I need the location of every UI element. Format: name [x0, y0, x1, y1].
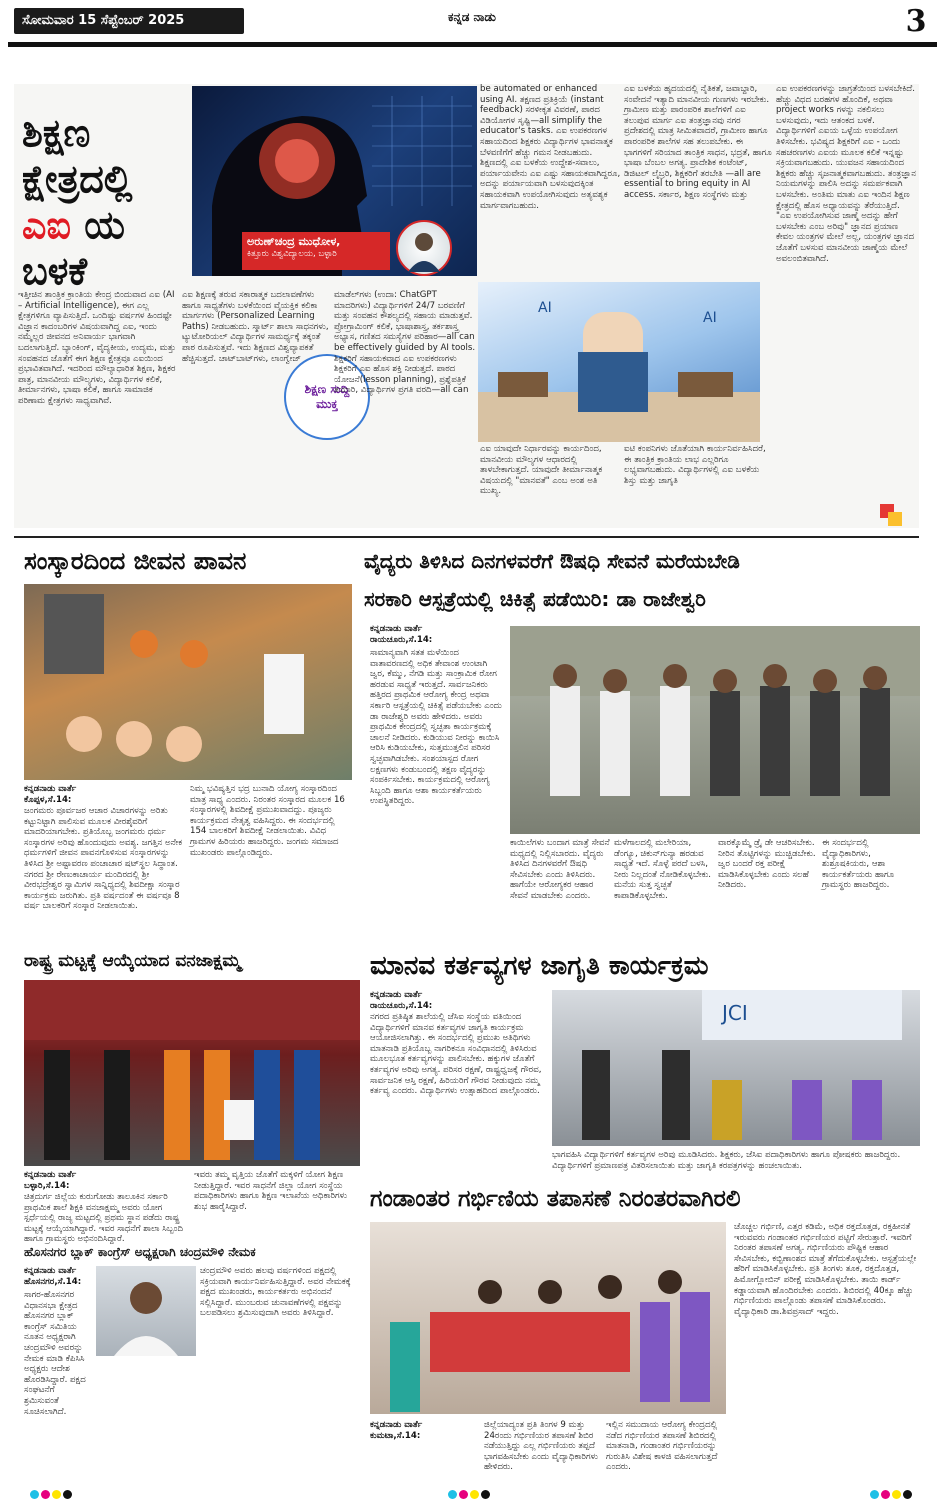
classroom-ai-image: [478, 282, 760, 442]
newspaper-name: ಕನ್ನಡ ನಾಡು: [448, 10, 496, 24]
story2-col-1: ಸಾಮಾನ್ಯವಾಗಿ ಸತತ ಮಳೆಯಿಂದ ವಾತಾವರಣದಲ್ಲಿ ಅಧಿಕ ತೇವಾಂಶ ಉಂಟಾಗಿ ಜ್ವರ, ಕೆಮ್ಮು, ನೆಗಡಿ ಮತ್ತು ಸಾಂಕ್ರಾಮಿಕ ರೋಗ ಹರಡುವ ಸಾಧ್ಯತೆ ಇರುತ್ತದೆ. ಸಾರ್ವಜನಿಕರು ಹತ್ತಿರದ ಪ್ರಾಥಮಿಕ ಆರೋಗ್ಯ ಕೇಂದ್ರ ಅಥವಾ ಸರ್ಕಾರಿ ಆಸ್ಪತ್ರೆಯಲ್ಲಿ ಚಿಕಿತ್ಸೆ ಪಡೆಯಬೇಕು ಎಂದು ಡಾ ರಾಜೇಶ್ವರಿ ಅವರು ಹೇಳಿದರು. ಅವರು ಪ್ರಾಥಮಿಕ ಕೇಂದ್ರದಲ್ಲಿ ಸ್ವಚ್ಛತಾ ಕಾರ್ಯಕ್ರಮಕ್ಕೆ ಚಾಲನೆ ನೀಡಿದರು. ಕುಡಿಯುವ ನೀರನ್ನು ಕಾಯಿಸಿ ಆರಿಸಿ ಕುಡಿಯಬೇಕು, ಸುತ್ತಮುತ್ತಲಿನ ಪರಿಸರ ಸ್ವಚ್ಛವಾಗಿಡಬೇಕು. ಸಂಶಯಾಸ್ಪದ ರೋಗ ಲಕ್ಷಣಗಳು ಕಂಡುಬಂದಲ್ಲಿ ತಕ್ಷಣ ವೈದ್ಯರನ್ನು ಸಂಪರ್ಕಿಸಬೇಕು. ಕಾರ್ಯಕ್ರಮದಲ್ಲಿ ಆರೋಗ್ಯ ಸಿಬ್ಬಂದಿ ಹಾಗೂ ಆಶಾ ಕಾರ್ಯಕರ್ತೆಯರು ಉಪಸ್ಥಿತರಿದ್ದರು.: [370, 648, 502, 807]
feature-article: [14, 84, 919, 528]
svg-text:AI: AI: [538, 300, 552, 316]
feature-col-5: ಎಐ ಬಳಕೆಯ ಹೃದಯದಲ್ಲಿ ನೈತಿಕತೆ, ಜವಾಬ್ದಾರಿ, ಸಂವೇದನೆ ಇತ್ಯಾದಿ ಮಾನವೀಯ ಗುಣಗಳು ಇರಬೇಕು. ಗ್ರಾಮೀಣ ಮತ್ತು ಪಾರಂಪರಿಕ ಶಾಲೆಗಳಿಗೆ ಎಐ ತಲುಪುವ ಮಾರ್ಗ ಎಐ ತಂತ್ರಜ್ಞಾನವು ನಗರ ಪ್ರದೇಶದಲ್ಲಿ ಮಾತ್ರ ಸೀಮಿತವಾದರೆ, ಗ್ರಾಮೀಣ ಹಾಗೂ ಪಾರಂಪರಿಕ ಶಾಲೆಗಳ ಸಹ ತಲುಪಬೇಕು. ಈ ಭಾಗಗಳಿಗೆ ಸರಿಯಾದ ತಾಂತ್ರಿಕ ಸಾಧನ, ಭದ್ರತೆ, ಹಾಗೂ ಭಾಷಾ ಬೆಂಬಲ ಅಗತ್ಯ. ಪ್ರಾದೇಶಿಕ ಕಂಟೆಂಟ್, ಡಿಜಿಟಲ್ ಲೈಬ್ರರಿ, ಶಿಕ್ಷಕರಿಗೆ ತರಬೇತಿ —all are essential to bring equity in AI access. ಸರ್ಕಾರ, ಶಿಕ್ಷಣ ಸಂಸ್ಥೆಗಳು ಮತ್ತು: [624, 84, 772, 200]
story2-caption-col-1: ಕಾಯಿಲೆಗಳು ಬಂದಾಗ ಮಾತ್ರೆ ಸೇವನೆ ಮಧ್ಯದಲ್ಲಿ ನಿಲ್ಲಿಸಬಾರದು. ವೈದ್ಯರು ತಿಳಿಸಿದ ದಿನಗಳವರೆಗೆ ಔಷಧಿ ಸೇವಿಸಬೇಕು ಎಂದು ತಿಳಿಸಿದರು. ಹಾಗೆಯೇ ಆರೋಗ್ಯಕರ ಆಹಾರ ಸೇವನೆ ಮಾಡಬೇಕು ಎಂದರು.: [510, 838, 610, 901]
author-box: [242, 232, 390, 270]
svg-text:JCI: JCI: [722, 1001, 748, 1025]
story2-title-line1: ವೈದ್ಯರು ತಿಳಿಸಿದ ದಿನಗಳವರೆಗೆ ಔಷಧಿ ಸೇವನೆ ಮರೆಯಬೇಡಿ: [364, 549, 740, 573]
story6-col-2: ಇಲ್ಲಿನ ಸಮುದಾಯ ಆರೋಗ್ಯ ಕೇಂದ್ರದಲ್ಲಿ ನಡೆದ ಗರ್ಭಿಣಿಯರ ತಪಾಸಣೆ ಶಿಬಿರದಲ್ಲಿ ಮಾತನಾಡಿ, ಗಂಡಾಂತರ ಗರ್ಭಿಣಿಯರನ್ನು ಗುರುತಿಸಿ ವಿಶೇಷ ಕಾಳಜಿ ವಹಿಸಲಾಗುತ್ತದೆ ಎಂದರು.: [606, 1420, 718, 1473]
story2-byline: ಕನ್ನಡನಾಡು ವಾರ್ತೆ ರಾಯಚೂರು,ಸೆ.14:: [370, 624, 433, 645]
story2-hospital-photo: [510, 626, 920, 834]
svg-text:AI: AI: [703, 310, 717, 326]
headline-line-4: ಬಳಕೆ: [22, 248, 87, 293]
story3-event-photo: [552, 990, 920, 1146]
headline-line-2: ಕ್ಷೇತ್ರದಲ್ಲಿ: [22, 156, 133, 201]
headline-line-1: ಶಿಕ್ಷಣ: [22, 110, 91, 155]
story4-col-1: ಚಿತ್ರದುರ್ಗ ಜಿಲ್ಲೆಯ ಕುರುಗೋಡು ತಾಲೂಕಿನ ಸರ್ಕಾರಿ ಪ್ರಾಥಮಿಕ ಶಾಲೆ ಶಿಕ್ಷಕಿ ವನಜಾಕ್ಷಮ್ಮ ಅವರು ಯೋಗ ಸ್ಪರ್ಧೆಯಲ್ಲಿ ರಾಜ್ಯ ಮಟ್ಟದಲ್ಲಿ ಪ್ರಥಮ ಸ್ಥಾನ ಪಡೆದು ರಾಷ್ಟ್ರ ಮಟ್ಟಕ್ಕೆ ಆಯ್ಕೆಯಾಗಿದ್ದಾರೆ. ಇವರ ಸಾಧನೆಗೆ ಶಾಲಾ ಸಿಬ್ಬಂದಿ ಹಾಗೂ ಗ್ರಾಮಸ್ಥರು ಅಭಿನಂದಿಸಿದ್ದಾರೆ.: [24, 1192, 184, 1245]
story5-col-1: ಸಾಗರ-ಹೊಸನಗರ ವಿಧಾನಸಭಾ ಕ್ಷೇತ್ರದ ಹೊಸನಗರ ಬ್ಲಾಕ್ ಕಾಂಗ್ರೆಸ್ ಸಮಿತಿಯ ನೂತನ ಅಧ್ಯಕ್ಷರಾಗಿ ಚಂದ್ರಮೌಳಿ ಅವರನ್ನು ನೇಮಕ ಮಾಡಿ ಕೆಪಿಸಿಸಿ ಅಧ್ಯಕ್ಷರು ಆದೇಶ ಹೊರಡಿಸಿದ್ದಾರೆ. ಪಕ್ಷದ ಸಂಘಟನೆಗೆ ಶ್ರಮಿಸುವಂತೆ ಸೂಚಿಸಲಾಗಿದೆ.: [24, 1290, 86, 1417]
story2-caption-col-3: ವಾರಕ್ಕೊಮ್ಮೆ ಡ್ರೈ ಡೇ ಆಚರಿಸಬೇಕು. ನೀರಿನ ತೊಟ್ಟಿಗಳನ್ನು ಮುಚ್ಚಿಡಬೇಕು. ಜ್ವರ ಬಂದರೆ ರಕ್ತ ಪರೀಕ್ಷೆ ಮಾಡಿಸಿಕೊಳ್ಳಬೇಕು ಎಂದು ಸಲಹೆ ನೀಡಿದರು.: [718, 838, 816, 891]
registration-marks-right: [870, 1490, 912, 1499]
feature-col-3: ಮಾಡೆಲ್‌ಗಳು (ಉದಾ: ChatGPT ಮಾದರಿಗಳು) ವಿದ್ಯಾರ್ಥಿಗಳಿಗೆ 24/7 ಬರವಣಿಗೆ ಮತ್ತು ಸಂವಹನ ಕೌಶಲ್ಯದಲ್ಲಿ ಸಹಾಯ ಮಾಡುತ್ತವೆ. ಪ್ರೋಗ್ರಾಮಿಂಗ್ ಕಲಿಕೆ, ಭಾಷಾಶಾಸ್ತ್ರ, ತರ್ಕಶಾಸ್ತ್ರ ಅಭ್ಯಾಸ, ಗಣಿತದ ಸಮಸ್ಯೆಗಳ ಪರಿಹಾರ—all can be effectively guided by AI tools. ಶಿಕ್ಷಕರಿಗೆ ಸಹಾಯಕವಾದ ಎಐ ಉಪಕರಣಗಳು ಶಿಕ್ಷಕರಿಗೆ ಎಐ ಹೊಸ ಶಕ್ತಿ ನೀಡುತ್ತದೆ. ಪಾಠದ ಯೋಜನೆ(lesson planning), ಪ್ರಶ್ನೆಪತ್ರಿಕೆ ತಯಾರಿ, ವಿದ್ಯಾರ್ಥಿಗಳ ಪ್ರಗತಿ ವರದಿ—all can: [334, 290, 476, 396]
story5-title: ಹೊಸನಗರ ಬ್ಲಾಕ್ ಕಾಂಗ್ರೆಸ್ ಅಧ್ಯಕ್ಷರಾಗಿ ಚಂದ್ರಮೌಳಿ ನೇಮಕ: [24, 1245, 256, 1259]
feature-col-5b: ಎಐ ಯಾವುದೇ ನಿರ್ಧಾರವನ್ನು ಕಾರ್ಯದಿಂದ, ಮಾನವೀಯ ಮೌಲ್ಯಗಳ ಆಧಾರದಲ್ಲಿ ತಾಳಬೇಕಾಗುತ್ತದೆ. ಯಾವುದೇ ತೀರ್ಮಾನಾತ್ಮಕ ವಿಷಯದಲ್ಲಿ "ಮಾನವತೆ" ಎಂಬ ಅಂಶ ಅತಿ ಮುಖ್ಯ.: [480, 444, 603, 497]
registration-marks-left: [30, 1490, 72, 1499]
feature-col-1: ಇತ್ತೀಚಿನ ತಾಂತ್ರಿಕ ಕ್ರಾಂತಿಯ ಕೇಂದ್ರ ಬಿಂದುವಾದ ಎಐ (AI – Artificial Intelligence), ಈಗ ಎಲ್ಲ ಕ್ಷೇತ್ರಗಳಿಗೂ ವ್ಯಾಪಿಸುತ್ತಿದೆ. ಒಂದಿಷ್ಟು ವರ್ಷಗಳ ಹಿಂದಷ್ಟೇ ವಿಜ್ಞಾನ ಕಾದಂಬರಿಗಳ ವಿಷಯವಾಗಿದ್ದ ಎಐ, ಇಂದು ನಮ್ಮೆಲ್ಲರ ಜೀವನದ ಅನಿವಾರ್ಯ ಭಾಗವಾಗಿ ಬದಲಾಗುತ್ತಿದೆ. ಬ್ಯಾಂಕಿಂಗ್, ವೈದ್ಯಕೀಯ, ಉದ್ಯಮ, ಮತ್ತು ಸಂವಹನದ ಜೊತೆಗೆ ಈಗ ಶಿಕ್ಷಣ ಕ್ಷೇತ್ರವೂ ಎಐಯಿಂದ ಪ್ರಭಾವಿತವಾಗಿದೆ. ಇದರಿಂದ ಮೌಲ್ಯಾಧಾರಿತ ಶಿಕ್ಷಣ, ಶಿಕ್ಷಕರ ಪಾತ್ರ, ಮಾನವೀಯ ಮೌಲ್ಯಗಳು, ವಿದ್ಯಾರ್ಥಿಗಳ ಕಲಿಕೆ, ತೀರ್ಮಾನಗಳು, ಭಾಷಾ ಕಲಿಕೆ, ಹಾಗೂ ಸಾಮಾಜಿಕ ಪರಿಣಾಮ ಕ್ಷೇತ್ರಗಳು ಸಾಧ್ಯವಾಗಿವೆ.: [18, 290, 176, 406]
story2-caption-col-2: ಮಳೆಗಾಲದಲ್ಲಿ ಮಲೇರಿಯಾ, ಡೆಂಗ್ಯೂ, ಚಿಕುನ್‌ಗುನ್ಯಾ ಹರಡುವ ಸಾಧ್ಯತೆ ಇದೆ. ಸೊಳ್ಳೆ ಪರದೆ ಬಳಸಿ, ನೀರು ನಿಲ್ಲದಂತೆ ನೋಡಿಕೊಳ್ಳಬೇಕು. ಮನೆಯ ಸುತ್ತ ಸ್ವಚ್ಛತೆ ಕಾಪಾಡಿಕೊಳ್ಳಬೇಕು.: [614, 838, 712, 901]
story1-title: ಸಂಸ್ಕಾರದಿಂದ ಜೀವನ ಪಾವನ: [24, 547, 247, 575]
story3-col-1: ನಗರದ ಪ್ರತಿಷ್ಠಿತ ಶಾಲೆಯಲ್ಲಿ ಜೆಸಿಐ ಸಂಸ್ಥೆಯ ವತಿಯಿಂದ ವಿದ್ಯಾರ್ಥಿಗಳಿಗೆ ಮಾನವ ಕರ್ತವ್ಯಗಳ ಜಾಗೃತಿ ಕಾರ್ಯಕ್ರಮ ಆಯೋಜಿಸಲಾಗಿತ್ತು. ಈ ಸಂದರ್ಭದಲ್ಲಿ ಪ್ರಮುಖ ಅತಿಥಿಗಳು ಮಾತನಾಡಿ ಪ್ರತಿಯೊಬ್ಬ ನಾಗರಿಕನೂ ಸಂವಿಧಾನದಲ್ಲಿ ತಿಳಿಸಿರುವ ಮೂಲಭೂತ ಕರ್ತವ್ಯಗಳನ್ನು ಪಾಲಿಸಬೇಕು. ಹಕ್ಕುಗಳ ಜೊತೆಗೆ ಕರ್ತವ್ಯಗಳ ಅರಿವು ಅಗತ್ಯ. ಪರಿಸರ ರಕ್ಷಣೆ, ರಾಷ್ಟ್ರಧ್ವಜಕ್ಕೆ ಗೌರವ, ಸಾರ್ವಜನಿಕ ಆಸ್ತಿ ರಕ್ಷಣೆ, ಹಿರಿಯರಿಗೆ ಗೌರವ ನೀಡುವುದು ನಮ್ಮ ಕರ್ತವ್ಯ ಎಂದರು. ವಿದ್ಯಾರ್ಥಿಗಳು ಉತ್ಸಾಹದಿಂದ ಪಾಲ್ಗೊಂಡರು.: [370, 1012, 542, 1097]
masthead-rule: [8, 42, 937, 47]
end-mark-icon-2: [888, 512, 902, 526]
story3-byline: ಕನ್ನಡನಾಡು ವಾರ್ತೆ ರಾಯಚೂರು,ಸೆ.14:: [370, 990, 433, 1011]
registration-marks-center: [448, 1490, 490, 1499]
feature-col-2: ಎಐ ಶಿಕ್ಷಣಕ್ಕೆ ತರುವ ಸಕಾರಾತ್ಮಕ ಬದಲಾವಣೆಗಳು ಹಾಗೂ ಸಾಧ್ಯತೆಗಳು ಬಳಕೆಯಿಂದ ವೈಯಕ್ತಿಕ ಕಲಿಕಾ ಮಾರ್ಗಗಳು (Personalized Learning Paths) ನೀಡಬಹುದು. ಸ್ಮಾರ್ಟ್ ಶಾಲಾ ಸಾಧನಗಳು, ಟ್ಯುಟೋರಿಯಲ್ ವಿದ್ಯಾರ್ಥಿಗಳ ಸಾಮರ್ಥ್ಯಕ್ಕೆ ತಕ್ಕಂತೆ ಪಾಠ ರೂಪಿಸುತ್ತವೆ. ಇದು ಶಿಕ್ಷಣದ ವಿಶ್ವವ್ಯಾಪಕತೆ ಹೆಚ್ಚಿಸುತ್ತದೆ. ಚಾಟ್‌ಬಾಟ್‌ಗಳು, ಲಾಂಗ್ವೇಜ್: [182, 290, 329, 364]
section-rule-1: [14, 536, 919, 538]
story4-byline: ಕನ್ನಡನಾಡು ವಾರ್ತೆ ಬಳ್ಳಾರಿ,ಸೆ.14:: [24, 1170, 77, 1191]
headline-ai: ಎಐ: [22, 202, 71, 247]
education-badge: ಶಿಕ್ಷಣ ಸುದ್ದಿ ಮುಕ್ತ: [284, 354, 370, 440]
author-name: ಅರುಣ್‌ಚಂದ್ರ ಮುಧೋಳ,: [247, 235, 341, 248]
feature-col-5c: ಐಟಿ ಕಂಪನಿಗಳು ಜೊತೆಯಾಗಿ ಕಾರ್ಯನಿರ್ವಹಿಸಿದರೆ, ಈ ತಾಂತ್ರಿಕ ಕ್ರಾಂತಿಯ ಲಾಭ ಎಲ್ಲರಿಗೂ ಲಭ್ಯವಾಗಬಹುದು. ವಿದ್ಯಾರ್ಥಿಗಳಲ್ಲಿ ಎಐ ಬಳಕೆಯ ಶಿಸ್ತು ಮತ್ತು ಜಾಗೃತಿ: [624, 444, 766, 486]
story1-col-1: ಜಂಗಮರು ಪೂರ್ವಜರ ಆಚಾರ ವಿಚಾರಗಳನ್ನು ಅರಿತು ಕಟ್ಟುನಿಟ್ಟಾಗಿ ಪಾಲಿಸುವ ಮೂಲಕ ವೀರಶೈವರಿಗೆ ಮಾದರಿಯಾಗಬೇಕು. ಪ್ರತಿಯೊಬ್ಬ ಜಂಗಮರು ಧರ್ಮ ಸಂಸ್ಕಾರಗಳ ಅರಿವು ಹೊಂದುವುದು ಅವಶ್ಯ. ಜಗತ್ತಿನ ಅನೇಕ ಧರ್ಮಗಳಿಗೆ ಜೀವನ ಪಾವನಗೊಳಿಸುವ ಸಂಸ್ಕಾರಗಳನ್ನು ತಿಳಿಸಿದ ಶ್ರೀ ಅಷ್ಟಾವರಣ ಪಂಚಾಚಾರ ಷಟ್‌ಸ್ಥಲ ಸಿದ್ಧಾಂತ. ನಗರದ ಶ್ರೀ ರೇಣುಕಾಚಾರ್ಯ ಮಂದಿರದಲ್ಲಿ ಶ್ರೀ ವೀರಭದ್ರೇಶ್ವರ ಸ್ವಾಮಿಗಳ ಸಾನ್ನಿಧ್ಯದಲ್ಲಿ ಶಿವದೀಕ್ಷಾ ಸಂಸ್ಕಾರ ಕಾರ್ಯಕ್ರಮ ಜರುಗಿತು. ಪ್ರತಿ ವರ್ಷದಂತೆ ಈ ವರ್ಷವೂ 8 ವರ್ಷ ಬಾಲಕರಿಗೆ ಸಂಸ್ಕಾರ ನೀಡಲಾಯಿತು.: [24, 806, 183, 912]
story5-col-2: ಚಂದ್ರಮೌಳಿ ಅವರು ಹಲವು ವರ್ಷಗಳಿಂದ ಪಕ್ಷದಲ್ಲಿ ಸಕ್ರಿಯವಾಗಿ ಕಾರ್ಯನಿರ್ವಹಿಸುತ್ತಿದ್ದಾರೆ. ಅವರ ನೇಮಕಕ್ಕೆ ಪಕ್ಷದ ಮುಖಂಡರು, ಕಾರ್ಯಕರ್ತರು ಅಭಿನಂದನೆ ಸಲ್ಲಿಸಿದ್ದಾರೆ. ಮುಂಬರುವ ಚುನಾವಣೆಗಳಲ್ಲಿ ಪಕ್ಷವನ್ನು ಬಲಪಡಿಸಲು ಶ್ರಮಿಸುವುದಾಗಿ ಅವರು ತಿಳಿಸಿದ್ದಾರೆ.: [200, 1266, 351, 1319]
story4-col-2: ಇವರು ತಮ್ಮ ವೃತ್ತಿಯ ಜೊತೆಗೆ ಮಕ್ಕಳಿಗೆ ಯೋಗ ಶಿಕ್ಷಣ ನೀಡುತ್ತಿದ್ದಾರೆ. ಇವರ ಸಾಧನೆಗೆ ಜಿಲ್ಲಾ ಯೋಗ ಸಂಸ್ಥೆಯ ಪದಾಧಿಕಾರಿಗಳು ಹಾಗೂ ಶಿಕ್ಷಣ ಇಲಾಖೆಯ ಅಧಿಕಾರಿಗಳು ಶುಭ ಹಾರೈಸಿದ್ದಾರೆ.: [194, 1170, 348, 1212]
story3-title: ಮಾನವ ಕರ್ತವ್ಯಗಳ ಜಾಗೃತಿ ಕಾರ್ಯಕ್ರಮ: [370, 951, 709, 981]
feature-col-6: ಎಐ ಉಪಕರಣಗಳನ್ನು ಜಾಗ್ರತೆಯಿಂದ ಬಳಸಬೇಕಿದೆ. ಹೆಚ್ಚು ವಿಧದ ಬರಹಗಳ ಹೊಂದಿಕೆ, ಅಥವಾ project works ಗಳನ್ನು ನಕಲಿಸಲು ಬಳಸುವುದು, ಇದು ಆತಂಕದ ಬಳಕೆ. ವಿದ್ಯಾರ್ಥಿಗಳಿಗೆ ಎಐಯ ಒಳ್ಳೆಯ ಉಪಯೋಗ ತಿಳಿಸಬೇಕು. ಭವಿಷ್ಯದ ಶಿಕ್ಷಕರಿಗೆ ಎಐ - ಒಂದು ಸಹಚರಣಗಳು ಎಐಯ ಮೂಲಕ ಕಲಿಕೆ ಇನ್ನಷ್ಟು ಸಕ್ರಿಯವಾಗಬಹುದು. ಯುವಜನ ಸಹಾಯದಿಂದ ಶಿಕ್ಷಕರು ಹೆಚ್ಚು ಸೃಜನಾತ್ಮಕವಾಗಬಹುದು. ತಂತ್ರಜ್ಞಾನ ನಿಯಮಗಳನ್ನು ಪಾಲಿಸಿ ಅದನ್ನು ಸಮರ್ಪಕವಾಗಿ ಬಳಸಬೇಕು. ಅಂತಿಮ ಮಾತು ಎಐ ಇಂದಿನ ಶಿಕ್ಷಣ ಕ್ಷೇತ್ರದಲ್ಲಿ ಹೊಸ ಅಧ್ಯಾಯವನ್ನು ತೆರೆಯುತ್ತಿದೆ. "ಎಐ ಉಪಯೋಗಿಸುವ ಜಾಣ್ಮೆ ಅದನ್ನು ಹೇಗೆ ಬಳಸಬೇಕು ಎಂಬ ಅರಿವು" ಜ್ಞಾನದ ಪ್ರಯಾಣ ಕೇವಲ ಯಂತ್ರಗಳ ಮೇಲೆ ಅಲ್ಲ, ಯಂತ್ರಗಳ ಜ್ಞಾನದ ಜೊತೆಗೆ ಬಳಸುವ ಮಾನವೀಯ ಜಾಣ್ಮೆಯ ಮೇಲೆ ಅವಲಂಬಿತವಾಗಿದೆ.: [776, 84, 916, 264]
story6-title: ಗಂಡಾಂತರ ಗರ್ಭಿಣಿಯ ತಪಾಸಣೆ ನಿರಂತರವಾಗಿರಲಿ: [370, 1186, 741, 1212]
story5-portrait-photo: [96, 1266, 196, 1356]
story5-byline: ಕನ್ನಡನಾಡು ವಾರ್ತೆ ಹೊಸನಗರ,ಸೆ.14:: [24, 1266, 82, 1287]
issue-date: ಸೋಮವಾರ 15 ಸೆಪ್ಟೆಂಬರ್ 2025: [14, 8, 244, 34]
headline-ya: ಯ: [84, 202, 125, 247]
story6-health-camp-photo: [370, 1222, 726, 1414]
author-affiliation: ಕಿತ್ತೂರು ವಿಶ್ವವಿದ್ಯಾಲಯ, ಬಳ್ಳಾರಿ: [247, 249, 337, 259]
feature-headline: [22, 110, 197, 300]
story1-col-2: ನಿಮ್ಮ ಭವಿಷ್ಯತ್ತಿನ ಭದ್ರ ಬುನಾದಿ ಯೋಗ್ಯ ಸಂಸ್ಕಾರದಿಂದ ಮಾತ್ರ ಸಾಧ್ಯ ಎಂದರು. ನಿರಂತರ ಸಂಸ್ಕಾರದ ಮೂಲಕ 16 ಸಂಸ್ಕಾರಗಳಲ್ಲಿ ಶಿವದೀಕ್ಷೆ ಪ್ರಮುಖವಾದದ್ದು. ಪೂಜ್ಯರು ಕಾರ್ಯಕ್ರಮದ ನೇತೃತ್ವ ವಹಿಸಿದ್ದರು. ಈ ಸಂದರ್ಭದಲ್ಲಿ 154 ಬಾಲಕರಿಗೆ ಶಿವದೀಕ್ಷೆ ನೀಡಲಾಯಿತು. ವಿವಿಧ ಗ್ರಾಮಗಳ ಹಿರಿಯರು ಹಾಜರಿದ್ದರು. ಜಂಗಮ ಸಮಾಜದ ಮುಖಂಡರು ಪಾಲ್ಗೊಂಡಿದ್ದರು.: [190, 784, 345, 858]
story3-caption: ಭಾಗವಹಿಸಿ ವಿದ್ಯಾರ್ಥಿಗಳಿಗೆ ಕರ್ತವ್ಯಗಳ ಅರಿವು ಮೂಡಿಸಿದರು. ಶಿಕ್ಷಕರು, ಜೆಸಿಐ ಪದಾಧಿಕಾರಿಗಳು ಹಾಗೂ ಪೋಷಕರು ಹಾಜರಿದ್ದರು. ವಿದ್ಯಾರ್ಥಿಗಳಿಗೆ ಪ್ರಮಾಣಪತ್ರ ವಿತರಿಸಲಾಯಿತು ಮತ್ತು ಜಾಗೃತಿ ಕರಪತ್ರಗಳನ್ನು ಹಂಚಲಾಯಿತು.: [552, 1150, 901, 1171]
page-number: 3: [905, 4, 927, 39]
story4-award-photo: [24, 980, 360, 1166]
story6-col-1: ಜಿಲ್ಲೆಯಾದ್ಯಂತ ಪ್ರತಿ ತಿಂಗಳ 9 ಮತ್ತು 24ರಂದು ಗರ್ಭಿಣಿಯರ ತಪಾಸಣೆ ಶಿಬಿರ ನಡೆಯುತ್ತಿದ್ದು ಎಲ್ಲ ಗರ್ಭಿಣಿಯರು ತಪ್ಪದೆ ಭಾಗವಹಿಸಬೇಕು ಎಂದು ವೈದ್ಯಾಧಿಕಾರಿಗಳು ಹೇಳಿದರು.: [484, 1420, 599, 1473]
story1-ceremony-photo: [24, 584, 352, 780]
story2-title-line2: ಸರಕಾರಿ ಆಸ್ಪತ್ರೆಯಲ್ಲಿ ಚಿಕಿತ್ಸೆ ಪಡೆಯಿರಿ: ಡಾ ರಾಜೇಶ್ವರಿ: [364, 587, 706, 611]
story2-caption-col-4: ಈ ಸಂದರ್ಭದಲ್ಲಿ ವೈದ್ಯಾಧಿಕಾರಿಗಳು, ಶುಶ್ರೂಷಕಿಯರು, ಆಶಾ ಕಾರ್ಯಕರ್ತೆಯರು ಹಾಗೂ ಗ್ರಾಮಸ್ಥರು ಹಾಜರಿದ್ದರು.: [822, 838, 895, 891]
story1-byline: ಕನ್ನಡನಾಡು ವಾರ್ತೆ ಕೊಪ್ಪಳ,ಸೆ.14:: [24, 784, 77, 805]
story6-col-3: ಚೊಚ್ಚಲ ಗರ್ಭಿಣಿ, ಎತ್ತರ ಕಡಿಮೆ, ಅಧಿಕ ರಕ್ತದೊತ್ತಡ, ರಕ್ತಹೀನತೆ ಇರುವವರು ಗಂಡಾಂತರ ಗರ್ಭಿಣಿಯರ ಪಟ್ಟಿಗೆ ಸೇರುತ್ತಾರೆ. ಇವರಿಗೆ ನಿರಂತರ ತಪಾಸಣೆ ಅಗತ್ಯ. ಗರ್ಭಿಣಿಯರು ಪೌಷ್ಟಿಕ ಆಹಾರ ಸೇವಿಸಬೇಕು, ಕಬ್ಬಿಣಾಂಶದ ಮಾತ್ರೆ ತೆಗೆದುಕೊಳ್ಳಬೇಕು. ಆಸ್ಪತ್ರೆಯಲ್ಲೇ ಹೆರಿಗೆ ಮಾಡಿಸಿಕೊಳ್ಳಬೇಕು. ಪ್ರತಿ ತಿಂಗಳು ತೂಕ, ರಕ್ತದೊತ್ತಡ, ಹಿಮೋಗ್ಲೋಬಿನ್ ಪರೀಕ್ಷೆ ಮಾಡಿಸಿಕೊಳ್ಳಬೇಕು. ತಾಯಿ ಕಾರ್ಡ್ ಕಡ್ಡಾಯವಾಗಿ ಹೊಂದಿರಬೇಕು ಎಂದರು. ಶಿಬಿರದಲ್ಲಿ 40ಕ್ಕೂ ಹೆಚ್ಚು ಗರ್ಭಿಣಿಯರು ಪಾಲ್ಗೊಂಡು ತಪಾಸಣೆ ಮಾಡಿಸಿಕೊಂಡರು. ವೈದ್ಯಾಧಿಕಾರಿ ಡಾ.ಶಿವಪ್ರಸಾದ್ ಇದ್ದರು.: [734, 1222, 917, 1317]
story4-title: ರಾಷ್ಟ್ರ ಮಟ್ಟಕ್ಕೆ ಆಯ್ಕೆಯಾದ ವನಜಾಕ್ಷಮ್ಮ: [24, 951, 241, 971]
story6-byline: ಕನ್ನಡನಾಡು ವಾರ್ತೆ ಕುಮಟಾ,ಸೆ.14:: [370, 1420, 423, 1441]
feature-col-4: be automated or enhanced using AI. ತಕ್ಷಣದ ಪ್ರತಿಕ್ರಿಯೆ (instant feedback) ಸರಳೀಕೃತ ವಿವರಣೆ, ಪಾಠದ ವಿಡಿಯೋಗಳ ಸೃಷ್ಟಿ—all simplify the educator's tasks. ಎಐ ಉಪಕರಣಗಳ ಸಹಾಯದಿಂದ ಶಿಕ್ಷಕರು ವಿದ್ಯಾರ್ಥಿಗಳ ಭಾವನಾತ್ಮಕ ಬೆಳವಣಿಗೆಗೆ ಹೆಚ್ಚು ಗಮನ ನೀಡಬಹುದು. ಶಿಕ್ಷಣದಲ್ಲಿ ಎಐ ಬಳಕೆಯ ಉದ್ದೇಶ-ಸವಾಲು, ಪರ್ಯಾಯವೇನು ಎಐ ಎಷ್ಟು ಸಹಾಯಕವಾಗಿದ್ದರೂ, ಅದನ್ನು ಪರ್ಯಾಯವಾಗಿ ಬಳಸುವುದಕ್ಕಿಂತ ಸಹಾಯಕವಾಗಿ ಉಪಯೋಗಿಸುವುದು ಅತ್ಯವಶ್ಯಕ ಮಾರ್ಗವಾಗಬಹುದು.: [480, 84, 621, 211]
author-photo: [396, 220, 452, 276]
